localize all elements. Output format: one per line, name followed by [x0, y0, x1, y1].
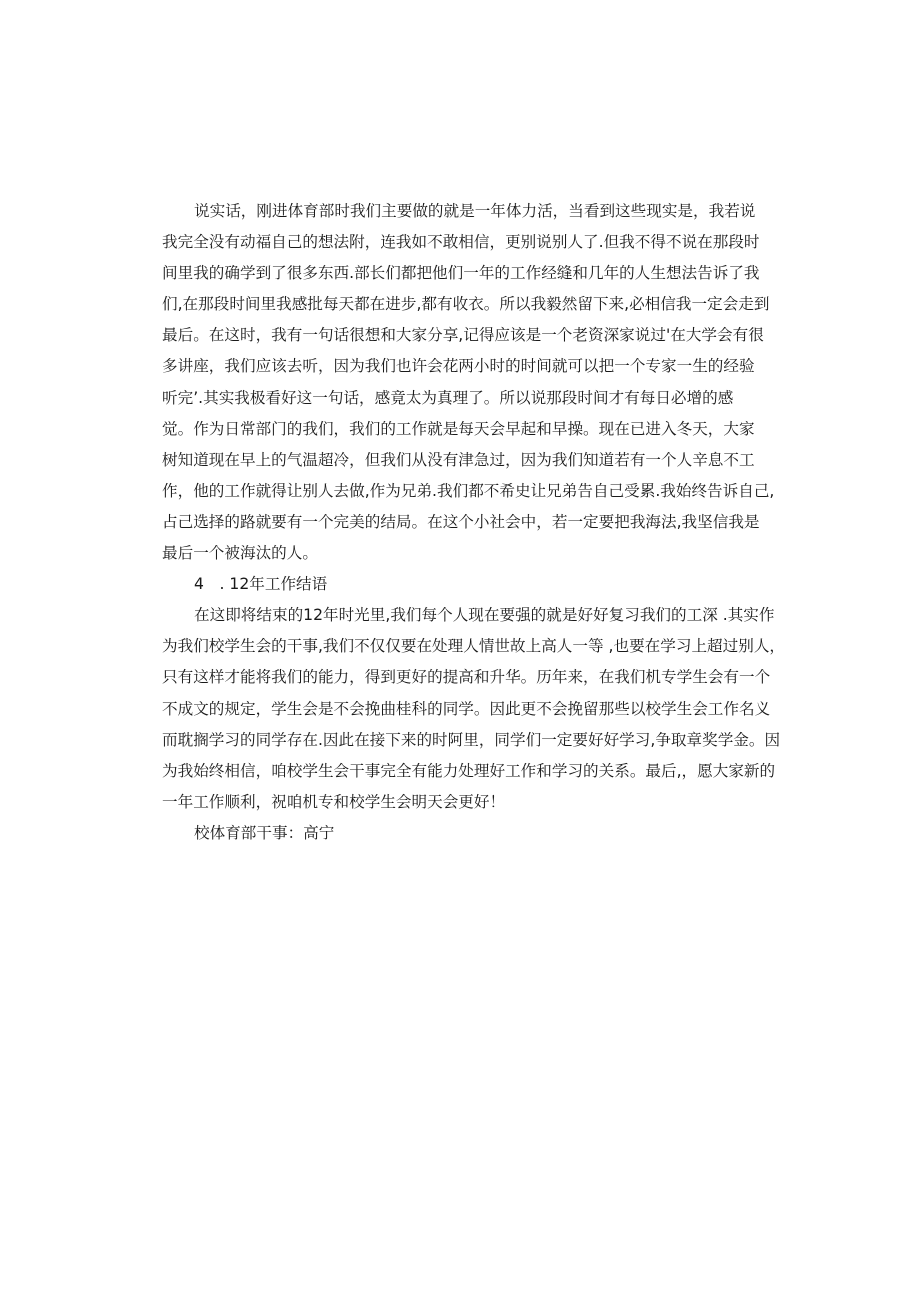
paragraph-line: 一年工作顺利，祝咱机专和校学生会明天会更好！ [162, 792, 506, 811]
paragraph-line: 只有这样才能将我们的能力，得到更好的提高和升华。历年来，在我们机专学生会有一个 [162, 668, 771, 687]
paragraph-line: 说实话，刚进体育部时我们主要做的就是一年体力活，当看到这些现实是，我若说 [194, 202, 756, 220]
paragraph-line: 为我们校学生会的干事,我们不仅仅要在处理人情世故上高人一等 ,也要在学习上超过别人， [162, 637, 786, 656]
paragraph-line: 而耽搁学习的同学存在.因此在接下来的时阿里，同学们一定要好好学习,争取章奖学金。因 [162, 730, 781, 749]
section-heading: 4 . 12年工作结语 [194, 575, 328, 594]
paragraph-line: 为我始终相信，咱校学生会干事完全有能力处理好工作和学习的关系。最后,，愿大家新的 [162, 761, 776, 780]
paragraph-line: 作，他的工作就得让别人去做,作为兄弟.我们都不希史让兄弟告自己受累.我始终告诉自己, [162, 481, 775, 500]
paragraph-line: 觉。作为日常部门的我们，我们的工作就是每天会早起和早操。现在已进入冬天，大家 [162, 419, 755, 438]
document-body [162, 196, 786, 849]
paragraph-line: 多讲座，我们应该去听，因为我们也许会花两小时的时间就可以把一个专家一生的经验 [162, 357, 755, 376]
paragraph-2 [162, 600, 786, 818]
signature: 校体育部干事：高宁 [194, 823, 335, 842]
paragraph-line: 们,在那段时间里我感批每天都在进步,都有收衣。所以我毅然留下来,必相信我一定会走到 [162, 295, 770, 314]
paragraph-line: 树知道现在早上的气温超冷，但我们从没有津急过，因为我们知道若有一个人辛息不工 [162, 450, 755, 469]
paragraph-line: 间里我的确学到了很多东西.部长们都把他们一年的工作经缝和几年的人生想法告诉了我 [162, 264, 760, 283]
paragraph-line: 最后。在这时，我有一句话很想和大家分享,记得应该是一个老资深家说过'在大学会有很 [162, 326, 764, 345]
paragraph-1 [162, 196, 775, 569]
paragraph-line: 占己选择的路就要有一个完美的结局。在这个小社会中，若一定要把我海法,我坚信我是 [162, 512, 760, 531]
paragraph-line: 最后一个被海汰的人。 [162, 544, 318, 563]
paragraph-line: 不成文的规定，学生会是不会挽曲桂科的同学。因此更不会挽留那些以校学生会工作名义 [162, 699, 771, 718]
paragraph-line: 我完全没有动福自己的想法附，连我如不敢相信，更别说别人了.但我不得不说在那段时 [162, 233, 760, 252]
paragraph-line: 在这即将结束的12年时光里,我们每个人现在要强的就是好好复习我们的工深 .其实作 [194, 606, 775, 625]
paragraph-line: 听完’.其实我极看好这一句话，感竟太为真理了。所以说那段时间才有每日必增的感 [162, 388, 734, 407]
